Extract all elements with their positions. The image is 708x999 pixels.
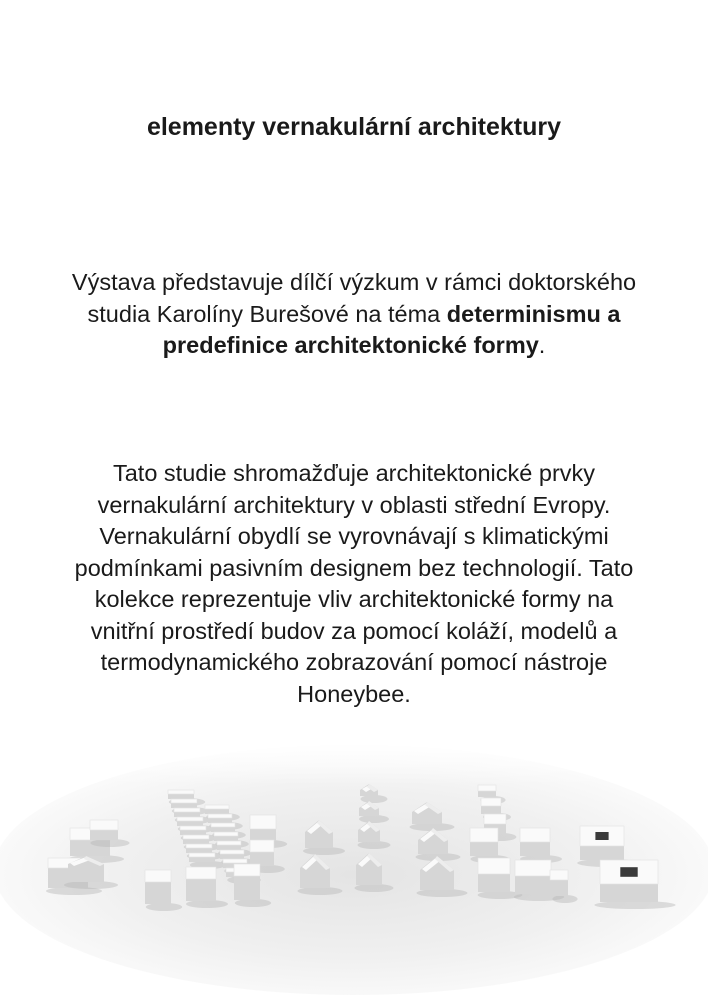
building-models-illustration (0, 740, 708, 999)
intro-end: . (538, 332, 546, 358)
poster-title: elementy vernakulární architektury (146, 113, 562, 141)
intro-emphasis: determinismu a predefinice architektonické formy (162, 300, 621, 358)
model-courtyard (595, 832, 608, 840)
intro-text: Výstava představuje dílčí výzkum v rámci doktorského studia Karolíny Burešové na téma (71, 269, 637, 327)
intro-paragraph (60, 267, 648, 362)
body-paragraph: Tato studie shromažďuje architektonické prvky vernakulární architektury v oblasti střední Evropy. Vernakulární obydlí se vyrovnávají s klimatickými podmínkami pasivním designem bez technologií. Tato kolekce reprezentuje vliv architektonické formy na vnitřní prostředí budov za pomocí koláží, modelů a termodynamického zobrazování pomocí nástroje Honeybee. (74, 460, 634, 707)
model-courtyard (620, 867, 637, 877)
